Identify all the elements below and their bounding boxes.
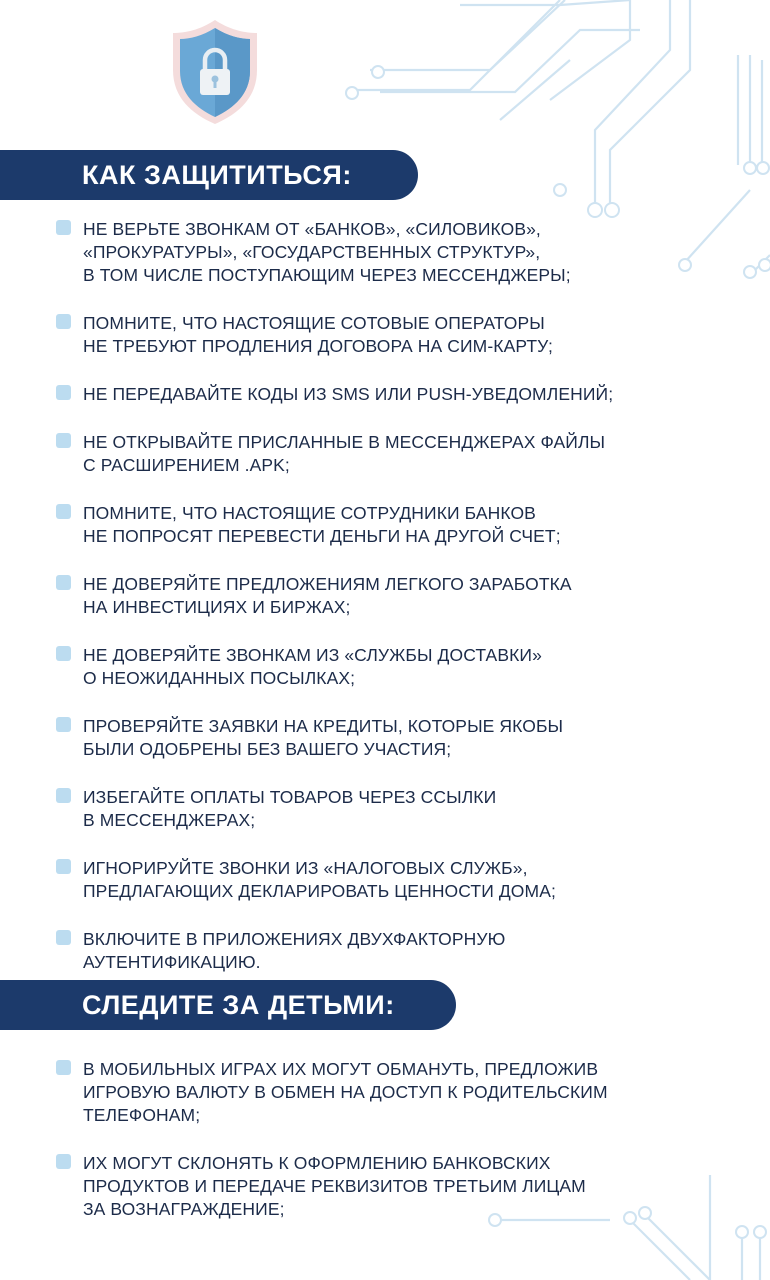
children-tips-list xyxy=(56,1058,730,1221)
list-item-text: ПОМНИТЕ, ЧТО НАСТОЯЩИЕ СОТОВЫЕ ОПЕРАТОРЫ НЕ ТРЕБУЮТ ПРОДЛЕНИЯ ДОГОВОРА НА СИМ-КАРТУ; xyxy=(83,313,553,356)
list-item xyxy=(56,1152,730,1221)
bullet-square-icon xyxy=(56,646,71,661)
bullet-square-icon xyxy=(56,433,71,448)
bullet-square-icon xyxy=(56,575,71,590)
bullet-square-icon xyxy=(56,220,71,235)
section-title-protection xyxy=(0,150,418,200)
list-item xyxy=(56,573,730,619)
list-item-text: ПРОВЕРЯЙТЕ ЗАЯВКИ НА КРЕДИТЫ, КОТОРЫЕ ЯКОБЫ БЫЛИ ОДОБРЕНЫ БЕЗ ВАШЕГО УЧАСТИЯ; xyxy=(83,716,564,759)
bullet-square-icon xyxy=(56,717,71,732)
list-item xyxy=(56,928,730,974)
list-item xyxy=(56,644,730,690)
section-title-text: КАК ЗАЩИТИТЬСЯ: xyxy=(82,159,352,190)
list-item xyxy=(56,383,730,406)
list-item xyxy=(56,786,730,832)
list-item-text: НЕ ДОВЕРЯЙТЕ ПРЕДЛОЖЕНИЯМ ЛЕГКОГО ЗАРАБОТКА НА ИНВЕСТИЦИЯХ И БИРЖАХ; xyxy=(83,574,572,617)
list-item xyxy=(56,1058,730,1127)
list-item xyxy=(56,857,730,903)
section-title-text: СЛЕДИТЕ ЗА ДЕТЬМИ: xyxy=(82,989,395,1020)
bullet-square-icon xyxy=(56,385,71,400)
bullet-square-icon xyxy=(56,314,71,329)
list-item-text: ИЗБЕГАЙТЕ ОПЛАТЫ ТОВАРОВ ЧЕРЕЗ ССЫЛКИ В МЕССЕНДЖЕРАХ; xyxy=(83,787,497,830)
list-item-text: НЕ ПЕРЕДАВАЙТЕ КОДЫ ИЗ SMS ИЛИ PUSH-УВЕДОМЛЕНИЙ; xyxy=(83,384,614,404)
list-item xyxy=(56,431,730,477)
shield-lock-icon xyxy=(170,18,260,126)
protection-tips-list xyxy=(56,218,730,974)
bullet-square-icon xyxy=(56,1060,71,1075)
list-item-text: ВКЛЮЧИТЕ В ПРИЛОЖЕНИЯХ ДВУХФАКТОРНУЮ АУТЕНТИФИКАЦИЮ. xyxy=(83,929,506,972)
bullet-square-icon xyxy=(56,1154,71,1169)
list-item-text: ИГНОРИРУЙТЕ ЗВОНКИ ИЗ «НАЛОГОВЫХ СЛУЖБ», ПРЕДЛАГАЮЩИХ ДЕКЛАРИРОВАТЬ ЦЕННОСТИ ДОМА; xyxy=(83,858,556,901)
list-item-text: НЕ ОТКРЫВАЙТЕ ПРИСЛАННЫЕ В МЕССЕНДЖЕРАХ ФАЙЛЫ С РАСШИРЕНИЕМ .APK; xyxy=(83,432,606,475)
list-item xyxy=(56,715,730,761)
section-title-children xyxy=(0,980,456,1030)
bullet-square-icon xyxy=(56,788,71,803)
bullet-square-icon xyxy=(56,859,71,874)
bullet-square-icon xyxy=(56,930,71,945)
list-item xyxy=(56,502,730,548)
list-item-text: В МОБИЛЬНЫХ ИГРАХ ИХ МОГУТ ОБМАНУТЬ, ПРЕДЛОЖИВ ИГРОВУЮ ВАЛЮТУ В ОБМЕН НА ДОСТУП К РОДИТЕЛЬСКИМ ТЕЛЕФОНАМ; xyxy=(83,1059,608,1125)
list-item-text: ИХ МОГУТ СКЛОНЯТЬ К ОФОРМЛЕНИЮ БАНКОВСКИХ ПРОДУКТОВ И ПЕРЕДАЧЕ РЕКВИЗИТОВ ТРЕТЬИМ ЛИЦАМ ЗА ВОЗНАГРАЖДЕНИЕ; xyxy=(83,1153,586,1219)
list-item xyxy=(56,218,730,287)
list-item-text: НЕ ВЕРЬТЕ ЗВОНКАМ ОТ «БАНКОВ», «СИЛОВИКОВ», «ПРОКУРАТУРЫ», «ГОСУДАРСТВЕННЫХ СТРУКТУР», В ТОМ ЧИСЛЕ ПОСТУПАЮЩИМ ЧЕРЕЗ МЕССЕНДЖЕРЫ; xyxy=(83,219,571,285)
list-item-text: ПОМНИТЕ, ЧТО НАСТОЯЩИЕ СОТРУДНИКИ БАНКОВ НЕ ПОПРОСЯТ ПЕРЕВЕСТИ ДЕНЬГИ НА ДРУГОЙ СЧЕТ; xyxy=(83,503,561,546)
list-item-text: НЕ ДОВЕРЯЙТЕ ЗВОНКАМ ИЗ «СЛУЖБЫ ДОСТАВКИ» О НЕОЖИДАННЫХ ПОСЫЛКАХ; xyxy=(83,645,542,688)
bullet-square-icon xyxy=(56,504,71,519)
list-item xyxy=(56,312,730,358)
